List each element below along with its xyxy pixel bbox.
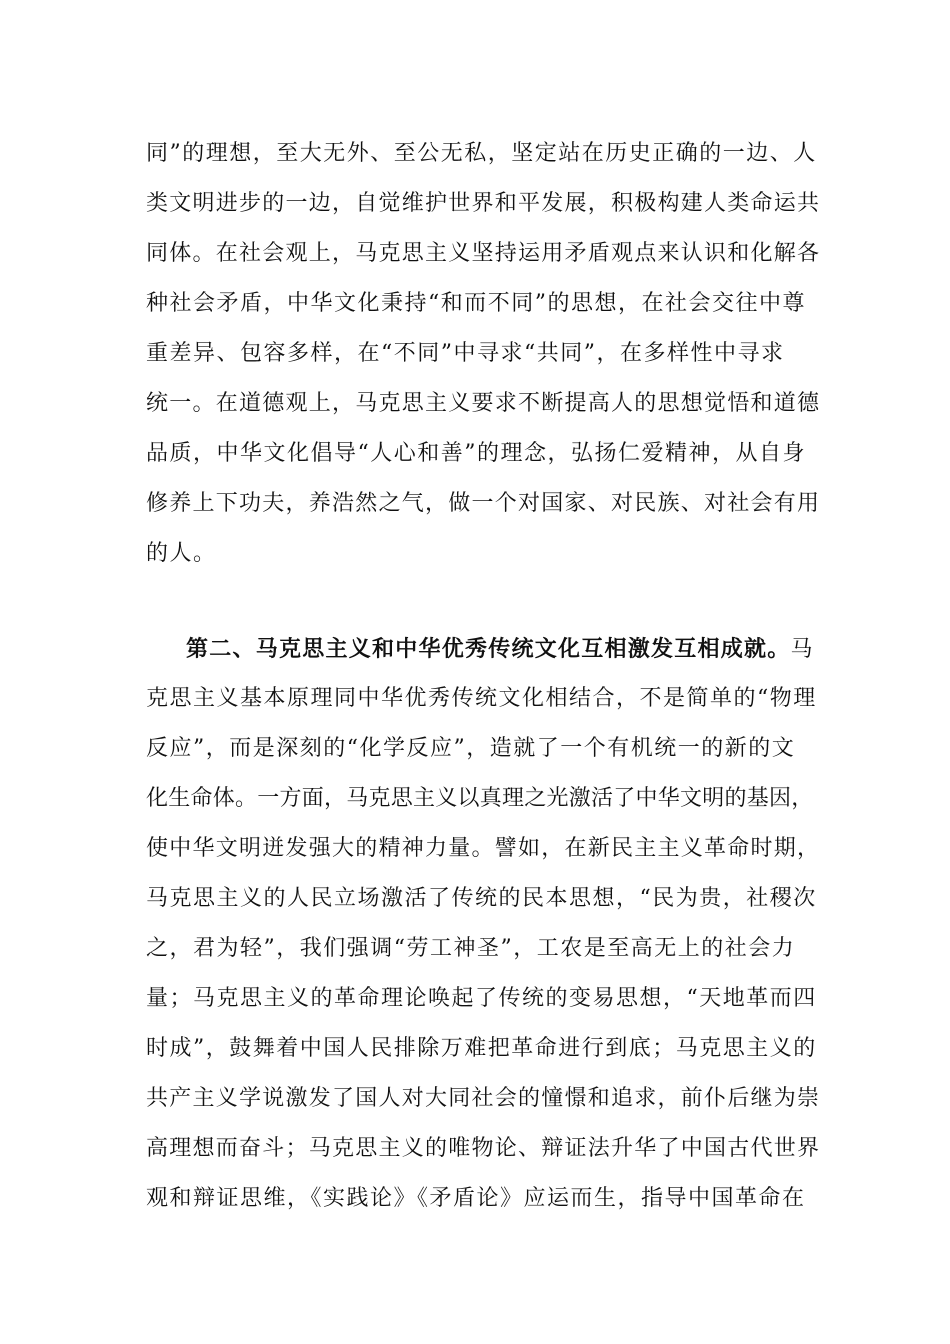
section-heading: 第二、马克思主义和中华优秀传统文化互相激发互相成就。 — [186, 636, 791, 662]
text-line: 化生命体。一方面，马克思主义以真理之光激活了中华文明的基因， — [146, 786, 814, 811]
text-line: 统一。在道德观上，马克思主义要求不断提高人的思想觉悟和道德 — [146, 391, 821, 416]
text-line: 种社会矛盾，中华文化秉持“和而不同”的思想，在社会交往中尊 — [146, 291, 806, 316]
text-line: 观和辩证思维，《实践论》《矛盾论》应运而生，指导中国革命在 — [146, 1186, 806, 1211]
text-line: 量；马克思主义的革命理论唤起了传统的变易思想，“天地革而四 — [146, 986, 817, 1011]
text-line: 品质，中华文化倡导“人心和善”的理念，弘扬仁爱精神，从自身 — [146, 441, 806, 466]
text-line: 时成”，鼓舞着中国人民排除万难把革命进行到底；马克思主义的 — [146, 1036, 817, 1061]
text-line: 之，君为轻”，我们强调“劳工神圣”，工农是至高无上的社会力 — [146, 936, 796, 961]
text-line: 反应”，而是深刻的“化学反应”，造就了一个有机统一的新的文 — [146, 736, 796, 761]
text-line: 共产主义学说激发了国人对大同社会的憧憬和追求，前仆后继为崇 — [146, 1086, 821, 1111]
text-line: 高理想而奋斗；马克思主义的唯物论、辩证法升华了中国古代世界 — [146, 1136, 821, 1161]
text-line: 使中华文明迸发强大的精神力量。譬如，在新民主主义革命时期， — [146, 836, 821, 861]
text-line: 克思主义基本原理同中华优秀传统文化相结合，不是简单的“物理 — [146, 686, 817, 711]
text-line: 同”的理想，至大无外、至公无私，坚定站在历史正确的一边、人 — [146, 141, 817, 166]
text-line: 的人。 — [146, 541, 217, 566]
text-line: 重差异、包容多样，在“不同”中寻求“共同”，在多样性中寻求 — [146, 341, 785, 366]
text-line: 修养上下功夫，养浩然之气，做一个对国家、对民族、对社会有用 — [146, 491, 821, 516]
heading-line-continuation: 马 — [790, 637, 814, 662]
paragraph-heading-line — [186, 634, 814, 664]
text-line: 马克思主义的人民立场激活了传统的民本思想，“民为贵，社稷次 — [146, 886, 817, 911]
text-line: 同体。在社会观上，马克思主义坚持运用矛盾观点来认识和化解各 — [146, 241, 821, 266]
text-line: 类文明进步的一边，自觉维护世界和平发展，积极构建人类命运共 — [146, 191, 821, 216]
